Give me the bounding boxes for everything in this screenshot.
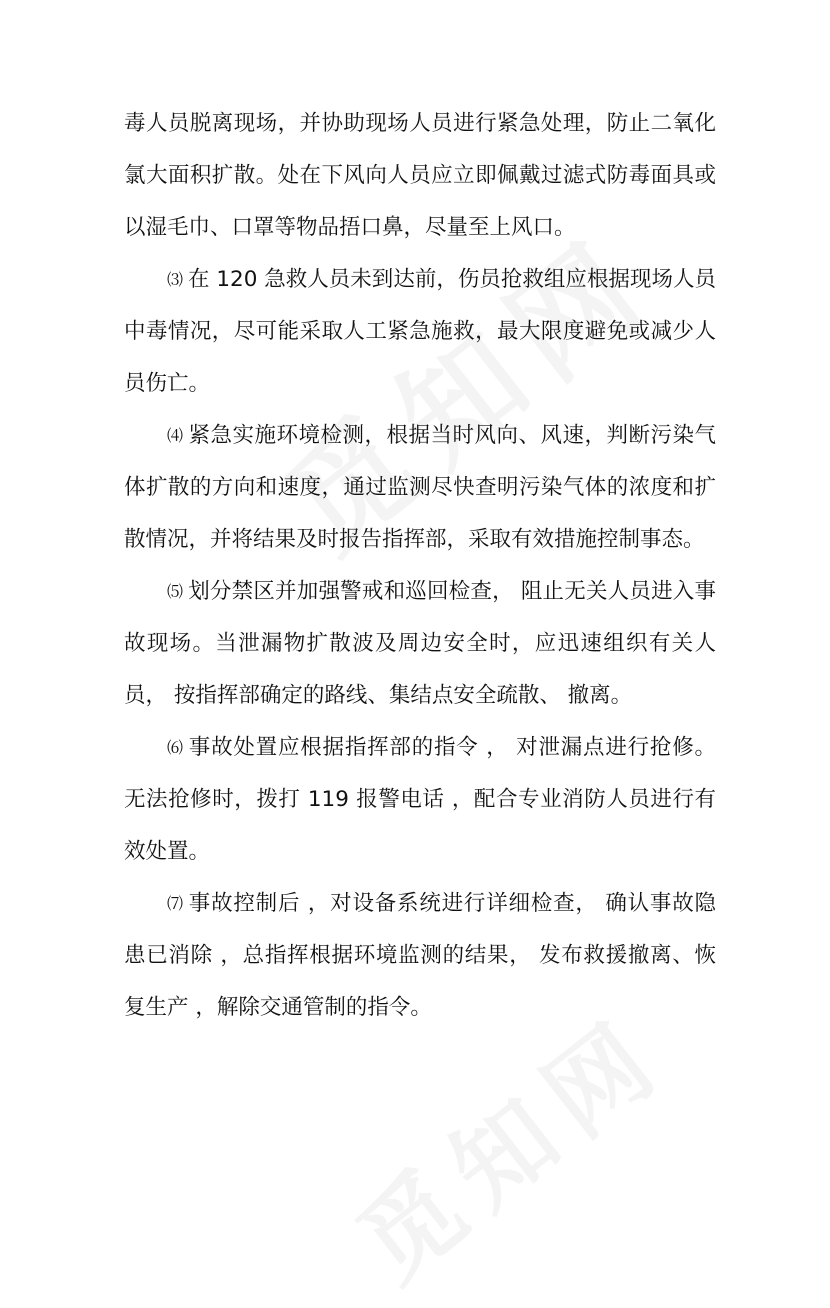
paragraph-continued [124, 98, 716, 254]
paragraph-item-3 [124, 254, 716, 410]
list-number: ⑹ [167, 738, 184, 757]
list-number: ⑷ [167, 426, 184, 445]
list-number: ⑶ [167, 270, 184, 289]
paragraph-item-7 [124, 878, 716, 1034]
paragraph-text: 毒人员脱离现场，并协助现场人员进行紧急处理，防止二氧化氯大面积扩散。处在下风向人员应立即佩戴过滤式防毒面具或以湿毛巾、口罩等物品捂口鼻，尽量至上风口。 [124, 111, 716, 240]
paragraph-item-4 [124, 410, 716, 566]
paragraph-text: 事故处置应根据指挥部的指令 ， 对泄漏点进行抢修。无法抢修时，拨打 119 报警电话 ，配合专业消防人员进行有效处置。 [124, 735, 716, 864]
list-number: ⑺ [167, 894, 184, 913]
list-number: ⑸ [167, 582, 184, 601]
paragraph-item-6 [124, 722, 716, 878]
paragraph-text: 划分禁区并加强警戒和巡回检查， 阻止无关人员进入事故现场。当泄漏物扩散波及周边安全时，应迅速组织有关人员， 按指挥部确定的路线、集结点安全疏散、 撤离。 [124, 579, 716, 708]
paragraph-text: 事故控制后 ，对设备系统进行详细检查， 确认事故隐患已消除 ，总指挥根据环境监测的结果， 发布救援撤离、恢复生产 ，解除交通管制的指令。 [124, 891, 716, 1020]
document-body [124, 98, 716, 1034]
paragraph-item-5 [124, 566, 716, 722]
paragraph-text: 在 120 急救人员未到达前，伤员抢救组应根据现场人员中毒情况，尽可能采取人工紧急施救，最大限度避免或减少人员伤亡。 [124, 267, 716, 396]
paragraph-text: 紧急实施环境检测，根据当时风向、风速，判断污染气体扩散的方向和速度，通过监测尽快查明污染气体的浓度和扩散情况，并将结果及时报告指挥部，采取有效措施控制事态。 [124, 423, 716, 552]
